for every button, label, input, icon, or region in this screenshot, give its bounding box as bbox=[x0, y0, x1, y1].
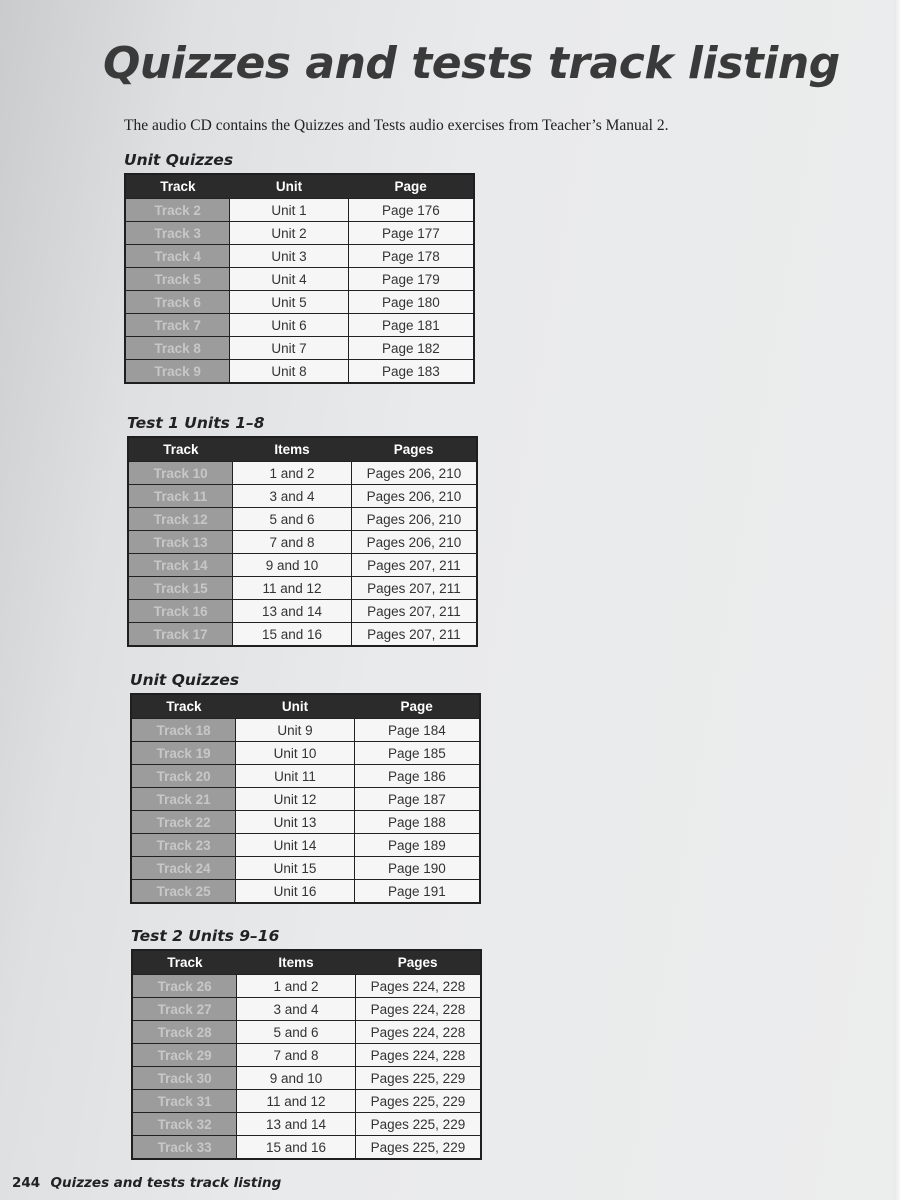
item-cell: Unit 13 bbox=[236, 811, 355, 834]
track-number-cell: Track 30 bbox=[132, 1067, 237, 1090]
track-number-cell: Track 29 bbox=[132, 1044, 237, 1067]
page-cell: Pages 206, 210 bbox=[351, 508, 477, 531]
table-row bbox=[128, 485, 477, 508]
item-cell: 3 and 4 bbox=[233, 485, 352, 508]
item-cell: Unit 4 bbox=[230, 268, 349, 291]
track-number-cell: Track 23 bbox=[131, 834, 236, 857]
item-cell: Unit 5 bbox=[230, 291, 349, 314]
table-row bbox=[131, 742, 480, 765]
section-unit-quizzes-2 bbox=[130, 671, 481, 904]
table-row bbox=[128, 462, 477, 485]
track-number-cell: Track 22 bbox=[131, 811, 236, 834]
table-row bbox=[125, 337, 474, 360]
section-heading: Unit Quizzes bbox=[130, 671, 240, 689]
page-number: 244 bbox=[12, 1175, 41, 1191]
page-cell: Pages 225, 229 bbox=[355, 1067, 481, 1090]
table-header-row bbox=[128, 437, 477, 462]
column-header: Page bbox=[348, 174, 474, 199]
page-cell: Pages 224, 228 bbox=[355, 1044, 481, 1067]
page-cell: Page 177 bbox=[348, 222, 474, 245]
table-row bbox=[132, 1136, 481, 1160]
page-cell: Pages 206, 210 bbox=[351, 531, 477, 554]
track-table bbox=[124, 173, 475, 384]
item-cell: 9 and 10 bbox=[237, 1067, 356, 1090]
table-row bbox=[131, 834, 480, 857]
intro-text: The audio CD contains the Quizzes and Tests audio exercises from Teacher’s Manual 2. bbox=[124, 117, 669, 134]
item-cell: Unit 2 bbox=[230, 222, 349, 245]
table-row bbox=[131, 880, 480, 904]
table-row bbox=[125, 245, 474, 268]
table-header-row bbox=[131, 694, 480, 719]
page-cell: Pages 225, 229 bbox=[355, 1113, 481, 1136]
table-row bbox=[128, 554, 477, 577]
page-cell: Page 180 bbox=[348, 291, 474, 314]
section-test-1 bbox=[127, 414, 478, 647]
page-cell: Page 190 bbox=[354, 857, 480, 880]
table-row bbox=[132, 975, 481, 998]
column-header: Track bbox=[131, 694, 236, 719]
track-number-cell: Track 13 bbox=[128, 531, 233, 554]
column-header: Track bbox=[132, 950, 237, 975]
page-cell: Pages 207, 211 bbox=[351, 600, 477, 623]
table-row bbox=[131, 719, 480, 742]
track-number-cell: Track 25 bbox=[131, 880, 236, 904]
page-cell: Page 183 bbox=[348, 360, 474, 384]
track-number-cell: Track 7 bbox=[125, 314, 230, 337]
page-cell: Page 185 bbox=[354, 742, 480, 765]
track-number-cell: Track 11 bbox=[128, 485, 233, 508]
track-number-cell: Track 15 bbox=[128, 577, 233, 600]
page-footer bbox=[12, 1175, 281, 1191]
item-cell: 7 and 8 bbox=[237, 1044, 356, 1067]
column-header: Items bbox=[237, 950, 356, 975]
page-cell: Pages 207, 211 bbox=[351, 554, 477, 577]
page-cell: Page 178 bbox=[348, 245, 474, 268]
item-cell: Unit 15 bbox=[236, 857, 355, 880]
track-number-cell: Track 2 bbox=[125, 199, 230, 222]
track-number-cell: Track 33 bbox=[132, 1136, 237, 1160]
section-test-2 bbox=[131, 927, 482, 1160]
section-heading: Test 2 Units 9–16 bbox=[131, 927, 280, 945]
page-cell: Page 179 bbox=[348, 268, 474, 291]
page-title: Quizzes and tests track listing bbox=[103, 38, 840, 89]
page-cell: Page 191 bbox=[354, 880, 480, 904]
track-number-cell: Track 16 bbox=[128, 600, 233, 623]
page-cell: Page 188 bbox=[354, 811, 480, 834]
track-number-cell: Track 3 bbox=[125, 222, 230, 245]
table-row bbox=[125, 222, 474, 245]
section-heading: Unit Quizzes bbox=[124, 151, 234, 169]
track-number-cell: Track 8 bbox=[125, 337, 230, 360]
item-cell: Unit 11 bbox=[236, 765, 355, 788]
table-row bbox=[132, 1113, 481, 1136]
section-unit-quizzes-1 bbox=[124, 151, 475, 384]
page-cell: Pages 224, 228 bbox=[355, 998, 481, 1021]
item-cell: 1 and 2 bbox=[233, 462, 352, 485]
item-cell: 5 and 6 bbox=[233, 508, 352, 531]
page-cell: Page 187 bbox=[354, 788, 480, 811]
page-edge bbox=[894, 0, 900, 1200]
column-header: Page bbox=[354, 694, 480, 719]
item-cell: Unit 10 bbox=[236, 742, 355, 765]
table-row bbox=[132, 1044, 481, 1067]
table-row bbox=[131, 765, 480, 788]
item-cell: 7 and 8 bbox=[233, 531, 352, 554]
page-cell: Pages 224, 228 bbox=[355, 1021, 481, 1044]
table-row bbox=[128, 531, 477, 554]
track-number-cell: Track 31 bbox=[132, 1090, 237, 1113]
item-cell: Unit 3 bbox=[230, 245, 349, 268]
track-table bbox=[131, 949, 482, 1160]
table-row bbox=[125, 314, 474, 337]
column-header: Unit bbox=[236, 694, 355, 719]
table-row bbox=[125, 291, 474, 314]
column-header: Pages bbox=[351, 437, 477, 462]
item-cell: Unit 8 bbox=[230, 360, 349, 384]
page-cell: Pages 225, 229 bbox=[355, 1136, 481, 1160]
column-header: Pages bbox=[355, 950, 481, 975]
table-row bbox=[131, 857, 480, 880]
track-number-cell: Track 20 bbox=[131, 765, 236, 788]
item-cell: 13 and 14 bbox=[237, 1113, 356, 1136]
track-number-cell: Track 24 bbox=[131, 857, 236, 880]
track-number-cell: Track 17 bbox=[128, 623, 233, 647]
item-cell: 1 and 2 bbox=[237, 975, 356, 998]
table-header-row bbox=[125, 174, 474, 199]
item-cell: 15 and 16 bbox=[237, 1136, 356, 1160]
page-cell: Pages 225, 229 bbox=[355, 1090, 481, 1113]
column-header: Track bbox=[125, 174, 230, 199]
item-cell: Unit 7 bbox=[230, 337, 349, 360]
table-row bbox=[132, 1021, 481, 1044]
column-header: Items bbox=[233, 437, 352, 462]
table-row bbox=[131, 811, 480, 834]
track-number-cell: Track 9 bbox=[125, 360, 230, 384]
track-number-cell: Track 28 bbox=[132, 1021, 237, 1044]
table-row bbox=[125, 268, 474, 291]
table-row bbox=[132, 998, 481, 1021]
page-cell: Pages 206, 210 bbox=[351, 462, 477, 485]
track-number-cell: Track 32 bbox=[132, 1113, 237, 1136]
track-number-cell: Track 6 bbox=[125, 291, 230, 314]
table-row bbox=[131, 788, 480, 811]
item-cell: Unit 9 bbox=[236, 719, 355, 742]
page-cell: Pages 224, 228 bbox=[355, 975, 481, 998]
table-row bbox=[125, 199, 474, 222]
item-cell: 11 and 12 bbox=[237, 1090, 356, 1113]
item-cell: Unit 12 bbox=[236, 788, 355, 811]
page-cell: Pages 207, 211 bbox=[351, 623, 477, 647]
track-number-cell: Track 26 bbox=[132, 975, 237, 998]
table-row bbox=[125, 360, 474, 384]
item-cell: Unit 16 bbox=[236, 880, 355, 904]
table-row bbox=[128, 577, 477, 600]
page-cell: Pages 207, 211 bbox=[351, 577, 477, 600]
page-cell: Page 181 bbox=[348, 314, 474, 337]
track-number-cell: Track 19 bbox=[131, 742, 236, 765]
track-number-cell: Track 12 bbox=[128, 508, 233, 531]
item-cell: Unit 6 bbox=[230, 314, 349, 337]
item-cell: 9 and 10 bbox=[233, 554, 352, 577]
column-header: Unit bbox=[230, 174, 349, 199]
item-cell: Unit 14 bbox=[236, 834, 355, 857]
item-cell: 11 and 12 bbox=[233, 577, 352, 600]
table-row bbox=[132, 1067, 481, 1090]
track-number-cell: Track 14 bbox=[128, 554, 233, 577]
track-number-cell: Track 21 bbox=[131, 788, 236, 811]
page-cell: Page 176 bbox=[348, 199, 474, 222]
item-cell: 5 and 6 bbox=[237, 1021, 356, 1044]
table-row bbox=[128, 623, 477, 647]
page-cell: Pages 206, 210 bbox=[351, 485, 477, 508]
table-header-row bbox=[132, 950, 481, 975]
table-row bbox=[128, 508, 477, 531]
footer-title: Quizzes and tests track listing bbox=[50, 1175, 282, 1191]
track-table bbox=[130, 693, 481, 904]
item-cell: Unit 1 bbox=[230, 199, 349, 222]
table-row bbox=[128, 600, 477, 623]
page-cell: Page 189 bbox=[354, 834, 480, 857]
page-cell: Page 186 bbox=[354, 765, 480, 788]
item-cell: 15 and 16 bbox=[233, 623, 352, 647]
column-header: Track bbox=[128, 437, 233, 462]
page-cell: Page 182 bbox=[348, 337, 474, 360]
track-number-cell: Track 27 bbox=[132, 998, 237, 1021]
track-table bbox=[127, 436, 478, 647]
table-row bbox=[132, 1090, 481, 1113]
track-number-cell: Track 5 bbox=[125, 268, 230, 291]
track-number-cell: Track 18 bbox=[131, 719, 236, 742]
track-number-cell: Track 4 bbox=[125, 245, 230, 268]
track-number-cell: Track 10 bbox=[128, 462, 233, 485]
section-heading: Test 1 Units 1–8 bbox=[127, 414, 265, 432]
item-cell: 3 and 4 bbox=[237, 998, 356, 1021]
page-cell: Page 184 bbox=[354, 719, 480, 742]
item-cell: 13 and 14 bbox=[233, 600, 352, 623]
